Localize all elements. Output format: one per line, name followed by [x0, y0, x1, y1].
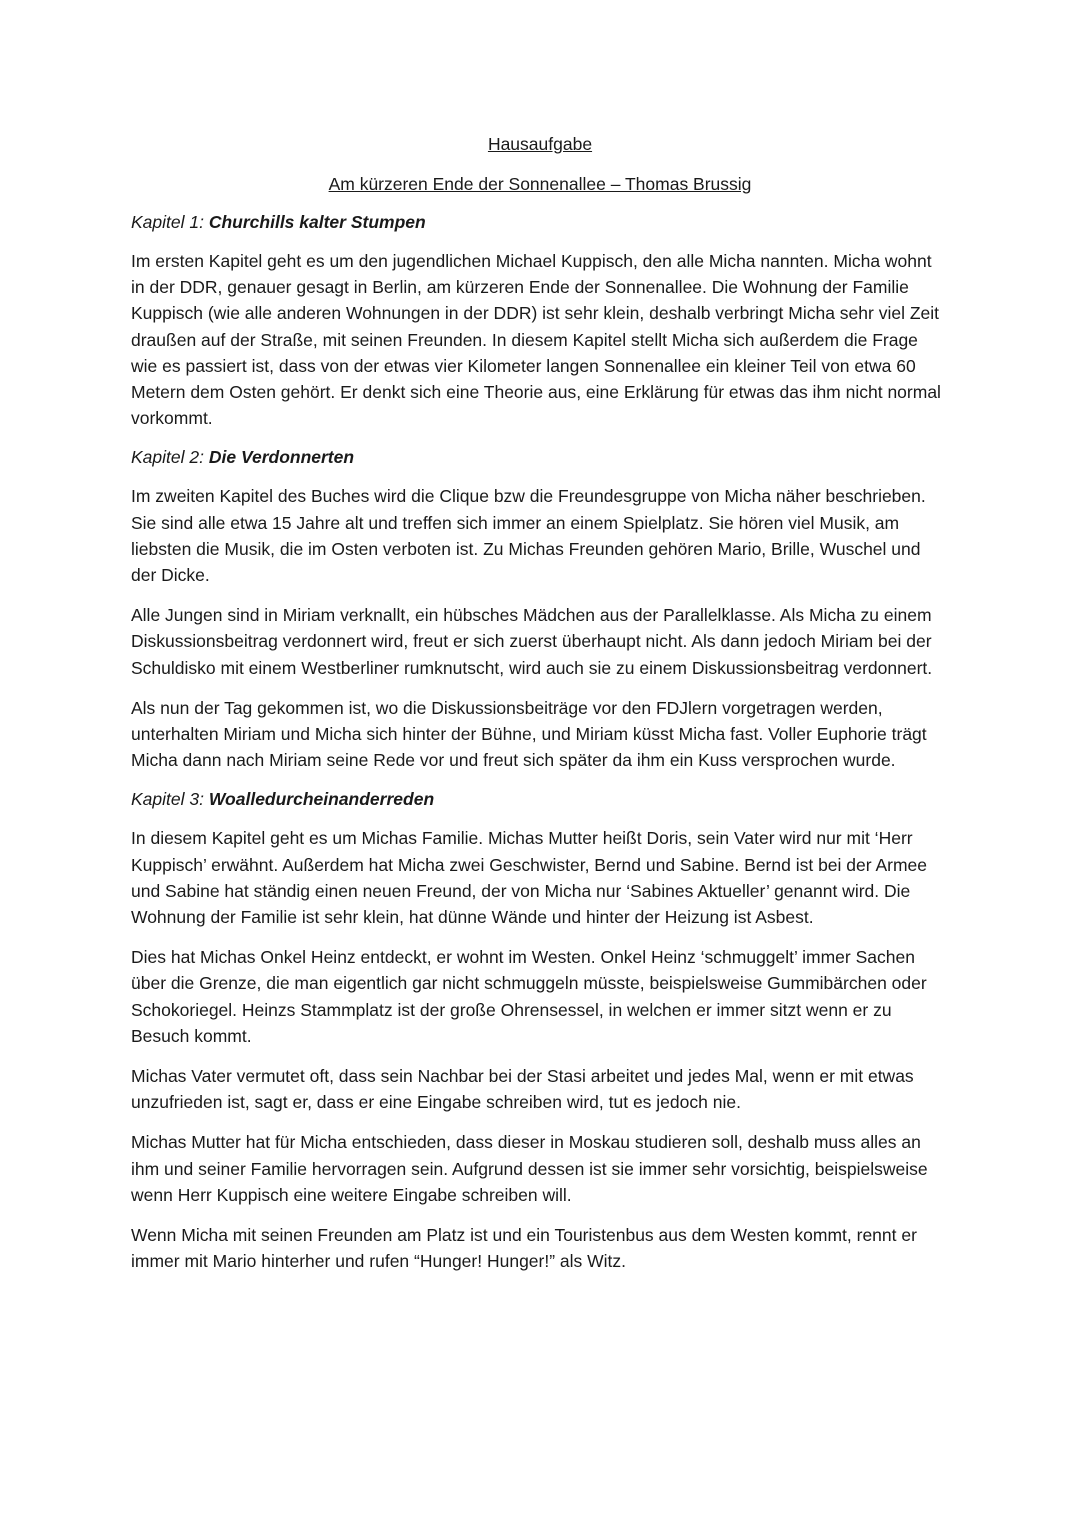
paragraph: Im ersten Kapitel geht es um den jugendlichen Michael Kuppisch, den alle Micha nannten. Micha wohnt in der DDR, genauer gesagt in Berlin, am kürzeren Ende der Sonnenallee. Die Wohnung der Familie Kuppisch (wie alle anderen Wohnungen in der DDR) ist sehr klein, deshalb verbringt Micha sehr viel Zeit draußen auf der Straße, mit seinen Freunden. In diesem Kapitel stellt Micha sich außerdem die Frage wie es passiert ist, dass von der etwas vier Kilometer langen Sonnenallee ein kleiner Teil von etwa 60 Metern dem Osten gehört. Er denkt sich eine Theorie aus, eine Erklärung für etwas das ihm nicht normal vorkommt.	[131, 251, 941, 429]
chapter-1	[131, 210, 949, 431]
chapter-3	[131, 787, 949, 1274]
chapter-heading	[131, 445, 949, 469]
chapter-title: Die Verdonnerten	[208, 447, 355, 468]
document-subheading: Am kürzeren Ende der Sonnenallee – Thomas Brussig	[328, 174, 752, 194]
document-page	[131, 126, 949, 1289]
chapter-2	[131, 445, 949, 773]
chapter-heading	[131, 210, 949, 234]
chapter-title: Churchills kalter Stumpen	[208, 212, 426, 232]
paragraph: In diesem Kapitel geht es um Michas Familie. Michas Mutter heißt Doris, sein Vater wird nur mit ‘Herr Kuppisch’ erwähnt. Außerdem hat Micha zwei Geschwister, Bernd und Sabine. Bernd ist bei der Armee und Sabine hat ständig einen neuen Freund, der von Micha nur ‘Sabines Aktueller’ genannt wird. Die Wohnung der Familie ist sehr klein, hat dünne Wände und hinter der Heizung ist Asbest.	[131, 828, 928, 928]
chapter-label: Kapitel 1:	[131, 212, 204, 232]
chapter-heading	[131, 787, 949, 811]
chapter-label: Kapitel 2:	[131, 447, 204, 468]
paragraph: Michas Mutter hat für Micha entschieden, dass dieser in Moskau studieren soll, deshalb muss alles an ihm und seiner Familie hervorragen sein. Aufgrund dessen ist sie immer sehr vorsichtig, beispielsweise wenn Herr Kuppisch eine weitere Eingabe schreiben will.	[131, 1132, 928, 1205]
paragraph: Alle Jungen sind in Miriam verknallt, ein hübsches Mädchen aus der Parallelklasse. Als Micha zu einem Diskussionsbeitrag verdonnert wird, freut er sich zuerst überhaupt nicht. Als dann jedoch Miriam bei der Schuldisko mit einem Westberliner rumknutscht, wird auch sie zu einem Diskussionsbeitrag verdonnert.	[131, 605, 933, 678]
paragraph: Wenn Micha mit seinen Freunden am Platz ist und ein Touristenbus aus dem Westen kommt, rennt er immer mit Mario hinterher und rufen “Hunger! Hunger!” als Witz.	[131, 1225, 917, 1272]
chapter-title: Woalledurcheinanderreden	[208, 789, 435, 810]
paragraph: Dies hat Michas Onkel Heinz entdeckt, er wohnt im Westen. Onkel Heinz ‘schmuggelt’ immer Sachen über die Grenze, die man eigentlich gar nicht schmuggeln müsste, beispielsweise Gummibärchen oder Schokoriegel. Heinzs Stammplatz ist der große Ohrensessel, in welchen er immer sitzt wenn er zu Besuch kommt.	[131, 947, 927, 1046]
paragraph: Michas Vater vermutet oft, dass sein Nachbar bei der Stasi arbeitet und jedes Mal, wenn er mit etwas unzufrieden ist, sagt er, dass er eine Eingabe schreiben wird, tut es jedoch nie.	[131, 1066, 914, 1113]
chapter-label: Kapitel 3:	[131, 789, 204, 810]
document-heading: Hausaufgabe	[487, 134, 593, 154]
paragraph: Im zweiten Kapitel des Buches wird die Clique bzw die Freundesgruppe von Micha näher beschrieben. Sie sind alle etwa 15 Jahre alt und treffen sich immer an einem Spielplatz. Sie hören viel Musik, am liebsten die Musik, die im Osten verboten ist. Zu Michas Freunden gehören Mario, Brille, Wuschel und der Dicke.	[131, 486, 926, 586]
paragraph: Als nun der Tag gekommen ist, wo die Diskussionsbeiträge vor den FDJlern vorgetragen werden, unterhalten Miriam und Micha sich hinter der Bühne, und Miriam küsst Micha fast. Voller Euphorie trägt Micha dann nach Miriam seine Rede vor und freut sich später da ihm ein Kuss versprochen wurde.	[131, 697, 927, 771]
